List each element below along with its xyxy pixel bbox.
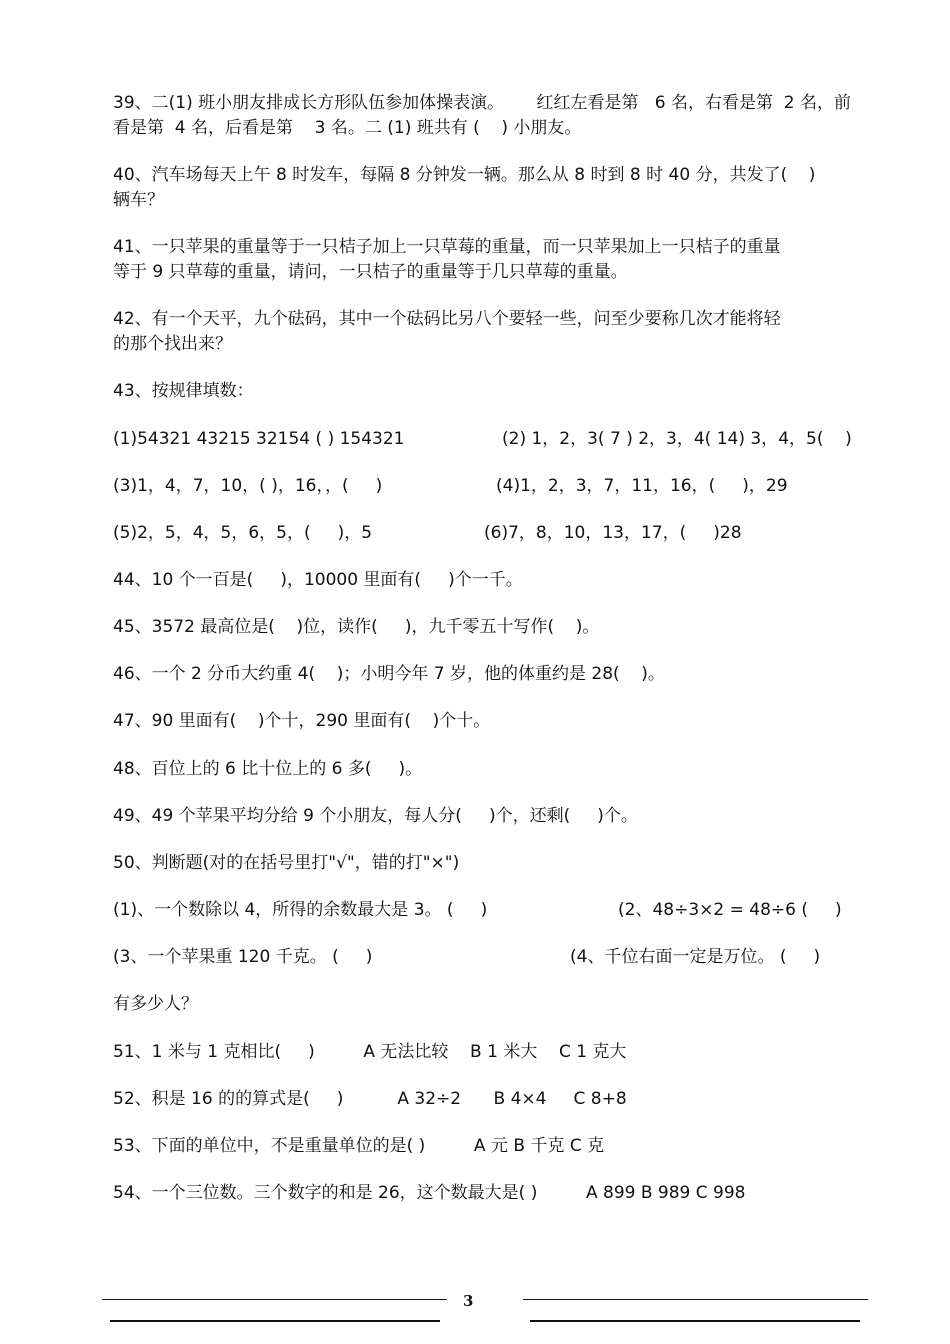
footer-rule-left-bottom	[110, 1320, 440, 1322]
q40-line1: 40、汽车场每天上午 8 时发车，每隔 8 分钟发一辆。那么从 8 时到 8 时 40 分，共发了( )	[113, 165, 816, 185]
footer-rule-right-bottom	[530, 1320, 860, 1322]
q50-part2: (2、48÷3×2 = 48÷6 ( )	[618, 900, 842, 920]
q42-line1: 42、有一个天平，九个砝码，其中一个砝码比另八个要轻一些，问至少要称几次才能将轻	[113, 309, 781, 329]
q43-part1: (1)54321 43215 32154 ( ) 154321	[113, 429, 405, 449]
question-49: 49、49 个苹果平均分给 9 个小朋友，每人分( )个，还剩( )个。	[113, 806, 638, 826]
question-51: 51、1 米与 1 克相比( ) A 无法比较 B 1 米大 C 1 克大	[113, 1042, 627, 1062]
q50-part3: (3、一个苹果重 120 千克。 ( )	[113, 947, 373, 967]
q43-part5: (5)2，5，4，5，6，5，( )，5	[113, 523, 373, 543]
q42-line2: 的那个找出来？	[113, 334, 232, 354]
q43-part4: (4)1，2，3，7，11，16，( )，29	[496, 476, 788, 496]
q41-line1: 41、一只苹果的重量等于一只桔子加上一只草莓的重量，而一只苹果加上一只桔子的重量	[113, 237, 781, 257]
q50-title: 50、判断题(对的在括号里打"√"，错的打"×")	[113, 853, 460, 873]
question-46: 46、一个 2 分币大约重 4( )；小明今年 7 岁，他的体重约是 28( )。	[113, 664, 665, 684]
stray-question-text: 有多少人？	[113, 994, 198, 1014]
q43-title: 43、按规律填数：	[113, 381, 254, 401]
page-number: 3	[463, 1292, 474, 1310]
q39-line2: 看是第 4 名，后看是第 3 名。二 (1) 班共有 ( ) 小朋友。	[113, 118, 582, 138]
question-48: 48、百位上的 6 比十位上的 6 多( )。	[113, 759, 423, 779]
question-52: 52、积是 16 的的算式是( ) A 32÷2 B 4×4 C 8+8	[113, 1089, 627, 1109]
q40-line2: 辆车？	[113, 190, 164, 210]
q50-part4: (4、千位右面一定是万位。 ( )	[570, 947, 821, 967]
question-53: 53、下面的单位中，不是重量单位的是( ) A 元 B 千克 C 克	[113, 1136, 605, 1156]
footer-rule-right-top	[523, 1299, 868, 1300]
q41-line2: 等于 9 只草莓的重量，请问，一只桔子的重量等于几只草莓的重量。	[113, 262, 628, 282]
q43-part3: (3)1，4，7，10，( )，16，，( )	[113, 476, 383, 496]
q39-line1: 39、二(1) 班小朋友排成长方形队伍参加体操表演。 红红左看是第 6 名，右看是第 2 名，前	[113, 93, 851, 113]
question-54: 54、一个三位数。三个数字的和是 26，这个数最大是( ) A 899 B 989 C 998	[113, 1183, 746, 1203]
question-45: 45、3572 最高位是( )位，读作( )，九千零五十写作( )。	[113, 617, 600, 637]
q43-part6: (6)7，8，10，13，17，( )28	[484, 523, 742, 543]
question-44: 44、10 个一百是( )，10000 里面有( )个一千。	[113, 570, 523, 590]
q43-part2: (2) 1，2，3( 7 ) 2，3，4( 14) 3，4，5( )	[502, 429, 852, 449]
question-47: 47、90 里面有( )个十，290 里面有( )个十。	[113, 711, 491, 731]
q50-part1: (1)、一个数除以 4，所得的余数最大是 3。 ( )	[113, 900, 488, 920]
footer-rule-left-top	[102, 1299, 447, 1300]
